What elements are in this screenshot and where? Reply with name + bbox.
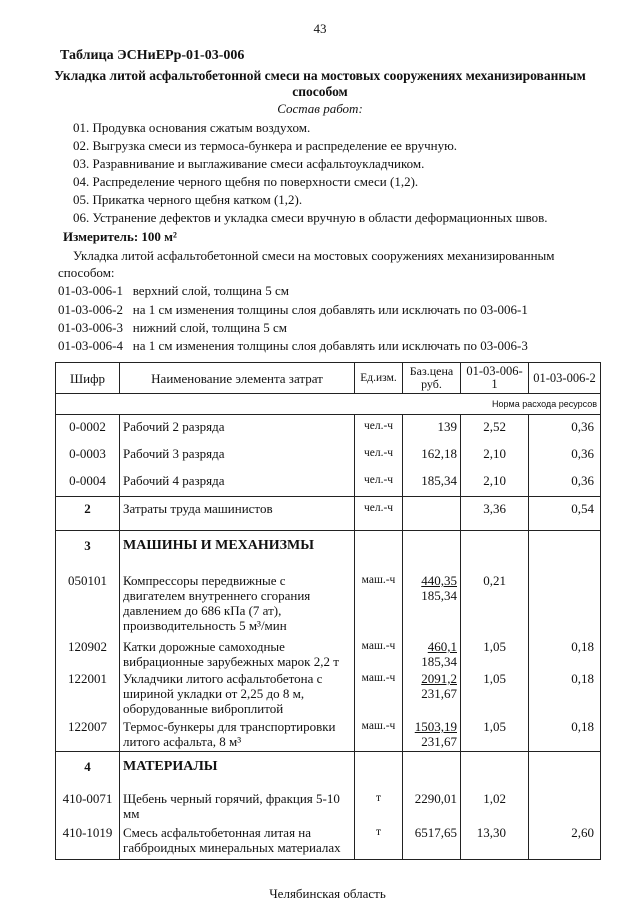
price-cell: 2290,01 <box>403 789 461 823</box>
table-row <box>56 717 601 752</box>
name-cell: Рабочий 2 разряда <box>120 415 355 443</box>
code-cell: 122001 <box>56 669 120 717</box>
code-cell: 0-0002 <box>56 415 120 443</box>
work-item: 02. Выгрузка смеси из термоса-бункера и распределение ее вручную. <box>73 138 458 153</box>
table-row <box>56 637 601 669</box>
table-header <box>56 363 601 394</box>
price-cell: 185,34 <box>403 469 461 497</box>
price-cell: 6517,65 <box>403 823 461 860</box>
price-cell <box>403 669 461 717</box>
work-item: 04. Распределение черного щебня по поверхности смеси (1,2). <box>73 174 419 189</box>
code: 01-03-006-4 <box>58 338 123 353</box>
table-row <box>56 823 601 860</box>
unit-cell <box>355 531 403 572</box>
norm-1-cell: 0,21 <box>461 571 529 637</box>
name-cell: Укладчики литого асфальтобетона с шириной укладки от 2,25 до 8 м, оборудованные виброплитой <box>120 669 355 717</box>
norm-label: Норма расхода ресурсов <box>56 394 601 415</box>
code-line <box>58 283 289 299</box>
table-row <box>56 442 601 469</box>
table-row <box>56 669 601 717</box>
norm-2-cell: 0,18 <box>529 717 601 752</box>
price-cell <box>403 717 461 752</box>
norm-1-cell: 1,05 <box>461 669 529 717</box>
price-cell <box>403 571 461 637</box>
code-cell: 0-0004 <box>56 469 120 497</box>
table-row <box>56 531 601 572</box>
norm-2-cell: 0,18 <box>529 669 601 717</box>
unit-cell: чел.-ч <box>355 469 403 497</box>
header-cell: Баз.цена руб. <box>403 363 461 394</box>
unit-cell <box>355 752 403 790</box>
norm-1-cell <box>461 531 529 572</box>
price-base: 185,34 <box>421 654 457 669</box>
resource-table <box>55 362 601 860</box>
price-cell <box>403 752 461 790</box>
code-line <box>58 320 287 336</box>
name-cell: Затраты труда машинистов <box>120 497 355 531</box>
work-item: 01. Продувка основания сжатым воздухом. <box>73 120 311 135</box>
table-row <box>56 789 601 823</box>
name-cell: Рабочий 4 разряда <box>120 469 355 497</box>
norm-1-cell: 1,05 <box>461 717 529 752</box>
name-cell: Смесь асфальтобетонная литая на габброидных минеральных материалах <box>120 823 355 860</box>
page-number: 43 <box>313 21 327 36</box>
code-text: на 1 см изменения толщины слоя добавлять или исключать по 03-006-1 <box>132 302 528 317</box>
unit-cell: т <box>355 823 403 860</box>
norm-1-cell: 13,30 <box>461 823 529 860</box>
measure: Измеритель: 100 м² <box>63 229 177 244</box>
header-cell: Наименование элемента затрат <box>120 363 355 394</box>
code-text: нижний слой, толщина 5 см <box>132 320 287 335</box>
name-cell: Рабочий 3 разряда <box>120 442 355 469</box>
heading-line-1: Укладка литой асфальтобетонной смеси на мостовых сооружениях механизированным <box>54 68 586 83</box>
norm-1-cell: 3,36 <box>461 497 529 531</box>
table-row <box>56 497 601 531</box>
price-current: 2091,2 <box>421 671 457 686</box>
table-row <box>56 571 601 637</box>
price-base: 231,67 <box>421 686 457 701</box>
table-and-footer <box>55 362 600 902</box>
intro-line-1: Укладка литой асфальтобетонной смеси на мостовых сооружениях механизированным <box>73 248 555 263</box>
code: 01-03-006-3 <box>58 320 123 335</box>
name-cell: Щебень черный горячий, фракция 5-10 мм <box>120 789 355 823</box>
price-cell <box>403 531 461 572</box>
norm-1-cell: 2,52 <box>461 415 529 443</box>
code-cell: 120902 <box>56 637 120 669</box>
table-title: Таблица ЭСНиЕРр-01-03-006 <box>60 48 245 63</box>
name-cell: МАТЕРИАЛЫ <box>120 752 355 790</box>
price-cell <box>403 637 461 669</box>
norm-2-cell: 0,36 <box>529 469 601 497</box>
name-cell: Термос-бункеры для транспортировки литого асфальта, 8 м³ <box>120 717 355 752</box>
unit-cell: т <box>355 789 403 823</box>
norm-2-cell: 0,54 <box>529 497 601 531</box>
price-current: 1503,19 <box>414 719 457 734</box>
price-current: 440,35 <box>421 573 457 588</box>
code-cell: 3 <box>56 531 120 572</box>
unit-cell: чел.-ч <box>355 497 403 531</box>
norm-2-cell: 2,60 <box>529 823 601 860</box>
unit-cell: чел.-ч <box>355 442 403 469</box>
table-row <box>56 752 601 790</box>
code-cell: 2 <box>56 497 120 531</box>
unit-cell: маш.-ч <box>355 571 403 637</box>
footer-region: Челябинская область <box>269 886 386 901</box>
norm-1-cell: 1,02 <box>461 789 529 823</box>
unit-cell: маш.-ч <box>355 669 403 717</box>
norm-2-cell <box>529 571 601 637</box>
price-current: 460,1 <box>427 639 457 654</box>
work-item: 06. Устранение дефектов и укладка смеси вручную в области деформационных швов. <box>73 210 548 225</box>
unit-cell: маш.-ч <box>355 637 403 669</box>
table-row <box>56 415 601 443</box>
norm-1-cell <box>461 752 529 790</box>
work-item: 05. Прикатка черного щебня катком (1,2). <box>73 192 303 207</box>
name-cell: Компрессоры передвижные с двигателем внутреннего сгорания давлением до 686 кПа (7 ат), производительность 5 м³/мин <box>120 571 355 637</box>
norm-2-cell <box>529 752 601 790</box>
name-cell: МАШИНЫ И МЕХАНИЗМЫ <box>120 531 355 572</box>
header-cell: 01-03-006-1 <box>461 363 529 394</box>
code-cell: 050101 <box>56 571 120 637</box>
header-cell: Шифр <box>56 363 120 394</box>
price-base: 231,67 <box>421 734 457 749</box>
name-cell: Катки дорожные самоходные вибрационные зарубежных марок 2,2 т <box>120 637 355 669</box>
norm-2-cell <box>529 789 601 823</box>
code-cell: 0-0003 <box>56 442 120 469</box>
code-cell: 410-1019 <box>56 823 120 860</box>
price-base: 185,34 <box>421 588 457 603</box>
norm-1-cell: 1,05 <box>461 637 529 669</box>
heading-line-2: способом <box>292 84 348 99</box>
work-item: 03. Разравнивание и выглаживание смеси асфальтоукладчиком. <box>73 156 425 171</box>
unit-cell: маш.-ч <box>355 717 403 752</box>
code-cell: 410-0071 <box>56 789 120 823</box>
header-cell: Ед.изм. <box>355 363 403 394</box>
price-cell: 139 <box>403 415 461 443</box>
code-cell: 122007 <box>56 717 120 752</box>
code-text: на 1 см изменения толщины слоя добавлять или исключать по 03-006-3 <box>132 338 528 353</box>
code: 01-03-006-2 <box>58 302 123 317</box>
norm-2-cell: 0,18 <box>529 637 601 669</box>
unit-cell: чел.-ч <box>355 415 403 443</box>
table-row <box>56 469 601 497</box>
code-cell: 4 <box>56 752 120 790</box>
code-line <box>58 302 528 318</box>
norm-1-cell: 2,10 <box>461 469 529 497</box>
norm-1-cell: 2,10 <box>461 442 529 469</box>
norm-2-cell: 0,36 <box>529 415 601 443</box>
code: 01-03-006-1 <box>58 283 123 298</box>
composition-label: Состав работ: <box>277 101 363 116</box>
header-cell: 01-03-006-2 <box>529 363 601 394</box>
code-line <box>58 338 528 354</box>
intro-line-2: способом: <box>58 265 115 280</box>
price-cell <box>403 497 461 531</box>
norm-2-cell <box>529 531 601 572</box>
norm-2-cell: 0,36 <box>529 442 601 469</box>
code-text: верхний слой, толщина 5 см <box>132 283 289 298</box>
price-cell: 162,18 <box>403 442 461 469</box>
